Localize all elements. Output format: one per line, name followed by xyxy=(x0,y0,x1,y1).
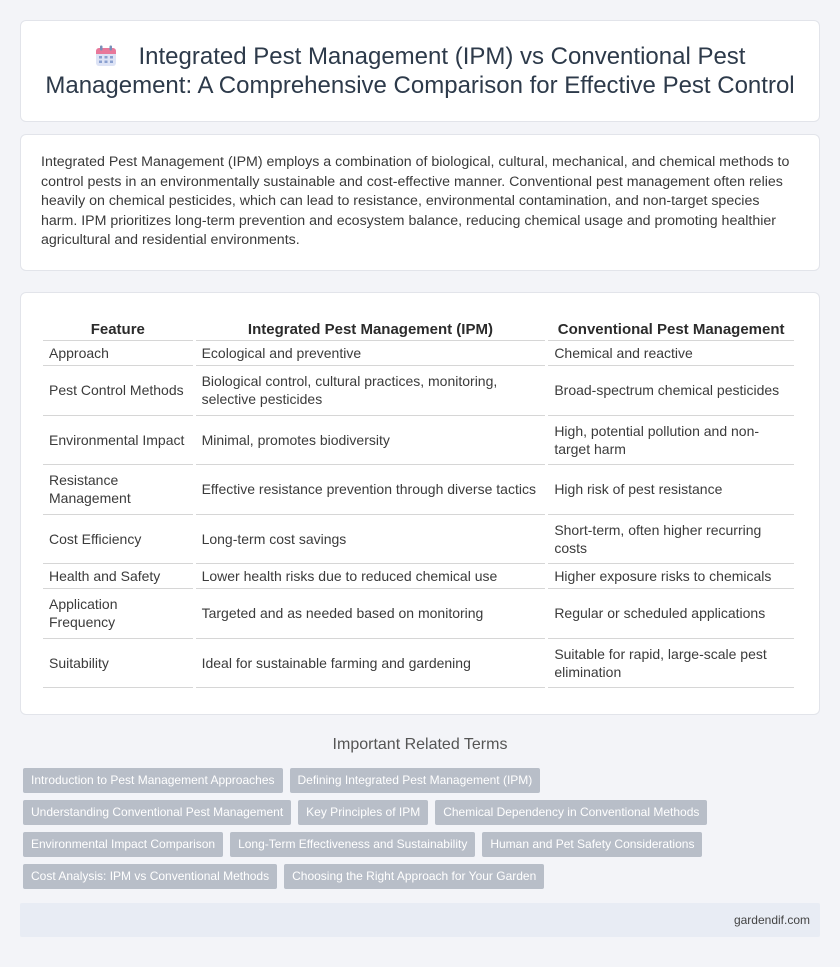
calendar-icon xyxy=(95,45,117,67)
ipm-cell: Effective resistance prevention through diverse tactics xyxy=(196,465,546,515)
conventional-cell: Chemical and reactive xyxy=(548,341,794,366)
conventional-cell: Suitable for rapid, large-scale pest elimination xyxy=(548,639,794,689)
related-terms-section xyxy=(20,736,820,896)
conventional-cell: Short-term, often higher recurring costs xyxy=(548,515,794,565)
ipm-cell: Targeted and as needed based on monitoring xyxy=(196,589,546,639)
feature-cell: Approach xyxy=(43,341,193,366)
table-row xyxy=(43,416,794,466)
header-feature: Feature xyxy=(43,313,193,341)
footer-site-link[interactable]: gardendif.com xyxy=(733,913,810,927)
related-terms-heading: Important Related Terms xyxy=(332,736,508,753)
ipm-cell: Biological control, cultural practices, monitoring, selective pesticides xyxy=(196,366,546,416)
page-title-text: Integrated Pest Management (IPM) vs Conventional Pest Management: A Comprehensive Comparison for Effective Pest Control xyxy=(45,43,795,99)
page-title xyxy=(21,42,819,100)
conventional-cell: High, potential pollution and non-target harm xyxy=(548,416,794,466)
header-conventional: Conventional Pest Management xyxy=(548,313,794,341)
related-term-tag[interactable]: Understanding Conventional Pest Management xyxy=(23,800,291,825)
conventional-cell: Higher exposure risks to chemicals xyxy=(548,564,794,589)
related-term-tag[interactable]: Human and Pet Safety Considerations xyxy=(482,832,702,857)
table-row xyxy=(43,515,794,565)
feature-cell: Environmental Impact xyxy=(43,416,193,466)
related-term-tag[interactable]: Chemical Dependency in Conventional Methods xyxy=(435,800,707,825)
ipm-cell: Ideal for sustainable farming and gardening xyxy=(196,639,546,689)
comparison-table-card xyxy=(20,292,820,715)
conventional-cell: Regular or scheduled applications xyxy=(548,589,794,639)
feature-cell: Cost Efficiency xyxy=(43,515,193,565)
conventional-cell: Broad-spectrum chemical pesticides xyxy=(548,366,794,416)
table-row xyxy=(43,589,794,639)
intro-paragraph: Integrated Pest Management (IPM) employs a combination of biological, cultural, mechanical, and chemical methods to control pests in an environmentally sustainable and cost-effective manner. Conventional pest management often relies heavily on chemical pesticides, which can lead to resistance, environmental contamination, and non-target species harm. IPM prioritizes long-term prevention and ecosystem balance, reducing chemical usage and promoting healthier agricultural and residential environments. xyxy=(41,154,790,249)
related-term-tag[interactable]: Defining Integrated Pest Management (IPM) xyxy=(290,768,541,793)
table-row xyxy=(43,341,794,366)
table-header-row xyxy=(43,313,794,341)
ipm-cell: Ecological and preventive xyxy=(196,341,546,366)
feature-cell: Suitability xyxy=(43,639,193,689)
footer xyxy=(20,903,820,937)
table-row xyxy=(43,564,794,589)
related-terms-tags xyxy=(20,768,820,896)
feature-cell: Resistance Management xyxy=(43,465,193,515)
ipm-cell: Long-term cost savings xyxy=(196,515,546,565)
header-ipm: Integrated Pest Management (IPM) xyxy=(196,313,546,341)
ipm-cell: Minimal, promotes biodiversity xyxy=(196,416,546,466)
table-row xyxy=(43,465,794,515)
comparison-table xyxy=(40,313,797,688)
feature-cell: Pest Control Methods xyxy=(43,366,193,416)
related-term-tag[interactable]: Introduction to Pest Management Approaches xyxy=(23,768,283,793)
table-row xyxy=(43,366,794,416)
related-term-tag[interactable]: Choosing the Right Approach for Your Garden xyxy=(284,864,544,889)
ipm-cell: Lower health risks due to reduced chemical use xyxy=(196,564,546,589)
related-term-tag[interactable]: Key Principles of IPM xyxy=(298,800,428,825)
related-term-tag[interactable]: Cost Analysis: IPM vs Conventional Methods xyxy=(23,864,277,889)
table-row xyxy=(43,639,794,689)
title-card xyxy=(20,20,820,122)
related-term-tag[interactable]: Environmental Impact Comparison xyxy=(23,832,223,857)
feature-cell: Application Frequency xyxy=(43,589,193,639)
conventional-cell: High risk of pest resistance xyxy=(548,465,794,515)
intro-card xyxy=(20,134,820,271)
feature-cell: Health and Safety xyxy=(43,564,193,589)
related-term-tag[interactable]: Long-Term Effectiveness and Sustainability xyxy=(230,832,475,857)
